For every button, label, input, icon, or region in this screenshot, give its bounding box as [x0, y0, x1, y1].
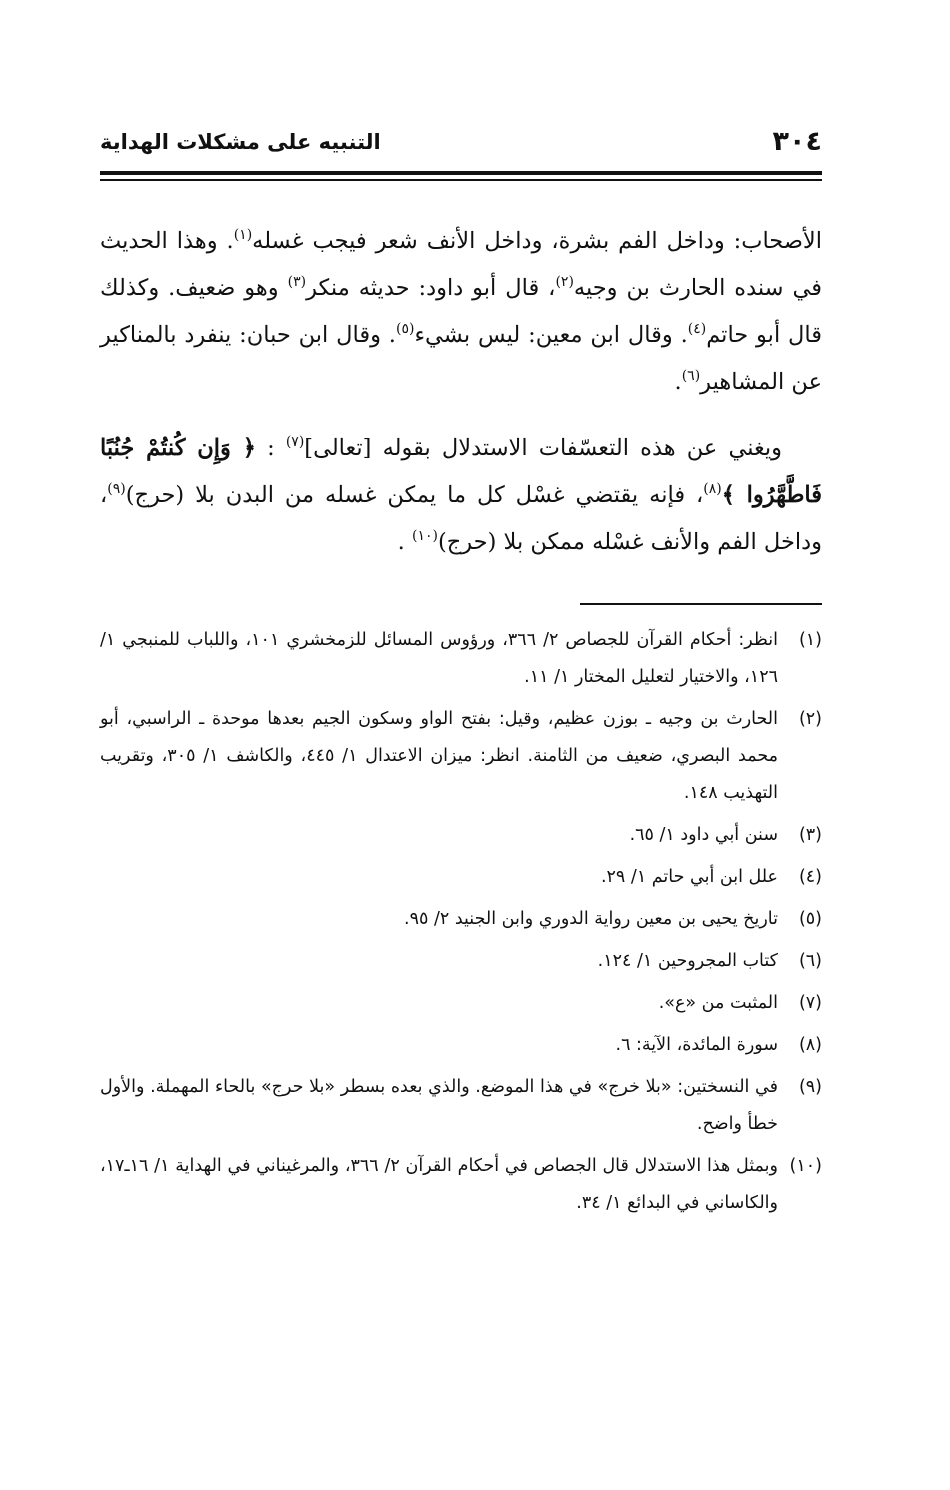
header-rule-thick — [100, 171, 822, 175]
page-header — [100, 126, 822, 166]
footnote-text: في النسختين: «بلا خرج» في هذا الموضع. والذي بعده بسطر «بلا حرج» بالحاء المهملة. والأول خطأ واضح. — [100, 1077, 778, 1134]
footnote-number: (٩) — [798, 1077, 822, 1097]
text-span: ، فإنه يقتضي غسْل كل ما يمكن غسله من البدن بلا (حرج) — [125, 482, 704, 508]
text-span: وهو ضعيف. وكذلك قال أبو حاتم — [100, 275, 823, 348]
text-span: . وهذا الحديث في سنده الحارث بن وجيه — [100, 228, 822, 301]
footnote — [100, 859, 822, 896]
footnote-number: (٢) — [798, 709, 822, 729]
footnote-number: (٤) — [798, 867, 822, 887]
footnote — [100, 817, 822, 854]
footnote-text: الحارث بن وجيه ـ بوزن عظيم، وقيل: بفتح الواو وسكون الجيم بعدها موحدة ـ الراسبي، أبو محمد البصري، ضعيف من الثامنة. انظر: ميزان الاعتدال ١/ ٤٤٥، والكاشف ١/ ٣٠٥، وتقريب التهذيب ١٤٨. — [100, 709, 778, 803]
paragraph-2 — [100, 425, 822, 566]
footnote-ref-10[interactable]: (١٠) — [411, 528, 438, 544]
footnote-ref-6[interactable]: (٦) — [681, 368, 701, 384]
main-text — [100, 218, 822, 566]
footnote-number: (٧) — [798, 993, 822, 1013]
footnote-text: سورة المائدة، الآية: ٦. — [615, 1035, 778, 1055]
running-title: التنبيه على مشكلات الهداية — [100, 130, 381, 154]
header-rule-thin — [100, 179, 822, 181]
text-span: . وقال ابن معين: ليس بشيء — [414, 322, 688, 348]
footnote-text: كتاب المجروحين ١/ ١٢٤. — [597, 951, 778, 971]
footnote-number: (١) — [798, 630, 822, 650]
text-span: : — [267, 435, 275, 461]
text-span: الأصحاب: وداخل الفم بشرة، وداخل الأنف شعر فيجب غسله — [252, 228, 823, 254]
footnote-ref-8[interactable]: (٨) — [703, 481, 722, 497]
paragraph-1 — [100, 218, 822, 406]
page-number: ٣٠٤ — [772, 126, 822, 157]
footnote-number: (٥) — [798, 909, 822, 929]
footnote-number: (١٠) — [789, 1156, 822, 1176]
footnote-number: (٨) — [798, 1035, 822, 1055]
footnote-text: علل ابن أبي حاتم ١/ ٢٩. — [600, 867, 778, 887]
footnote — [100, 1027, 822, 1064]
text-span: ، قال أبو داود: حديثه منكر — [306, 275, 556, 301]
footnote — [100, 985, 822, 1022]
footnote-text: تاريخ يحيى بن معين رواية الدوري وابن الجنيد ٢/ ٩٥. — [404, 909, 778, 929]
footnote-text: المثبت من «ع». — [658, 993, 778, 1013]
footnote — [100, 622, 822, 696]
footnote-text: سنن أبي داود ١/ ٦٥. — [629, 825, 778, 845]
quran-verse: ﴿ وَإِن كُنتُمْ جُنُبًا فَاطَّهَّرُوا ﴾ — [100, 435, 822, 508]
text-span: . وقال ابن حبان: ينفرد بالمناكير عن المشاهير — [100, 322, 822, 395]
footnote-separator — [580, 603, 822, 605]
footnote-number: (٣) — [798, 825, 822, 845]
text-span: . — [674, 369, 682, 395]
footnote-text: وبمثل هذا الاستدلال قال الجصاص في أحكام القرآن ٢/ ٣٦٦، والمرغيناني في الهداية ١/ ١٦ـ١٧، والكاساني في البدائع ١/ ٣٤. — [100, 1156, 778, 1213]
footnote — [100, 943, 822, 980]
footnote-ref-7[interactable]: (٧) — [285, 434, 305, 450]
footnote — [100, 1148, 822, 1222]
text-span: ، وداخل الفم والأنف غسْله ممكن بلا (حرج) — [100, 482, 822, 555]
footnote-ref-1[interactable]: (١) — [233, 227, 253, 243]
text-span: . — [397, 529, 405, 555]
footnote-ref-4[interactable]: (٤) — [687, 321, 707, 337]
footnote-ref-2[interactable]: (٢) — [555, 274, 574, 290]
footnote — [100, 1069, 822, 1143]
footnote-text: انظر: أحكام القرآن للجصاص ٢/ ٣٦٦، ورؤوس المسائل للزمخشري ١٠١، واللباب للمنبجي ١/ ١٢٦، والاختيار لتعليل المختار ١/ ١١. — [100, 630, 778, 687]
footnotes — [100, 622, 822, 1227]
footnote-ref-5[interactable]: (٥) — [395, 321, 415, 337]
footnote-ref-3[interactable]: (٣) — [287, 274, 307, 290]
footnote-number: (٦) — [798, 951, 822, 971]
text-span: ويغني عن هذه التعسّفات الاستدلال بقوله [تعالى] — [304, 435, 782, 461]
footnote — [100, 901, 822, 938]
footnote-ref-9[interactable]: (٩) — [107, 481, 126, 497]
footnote — [100, 701, 822, 812]
